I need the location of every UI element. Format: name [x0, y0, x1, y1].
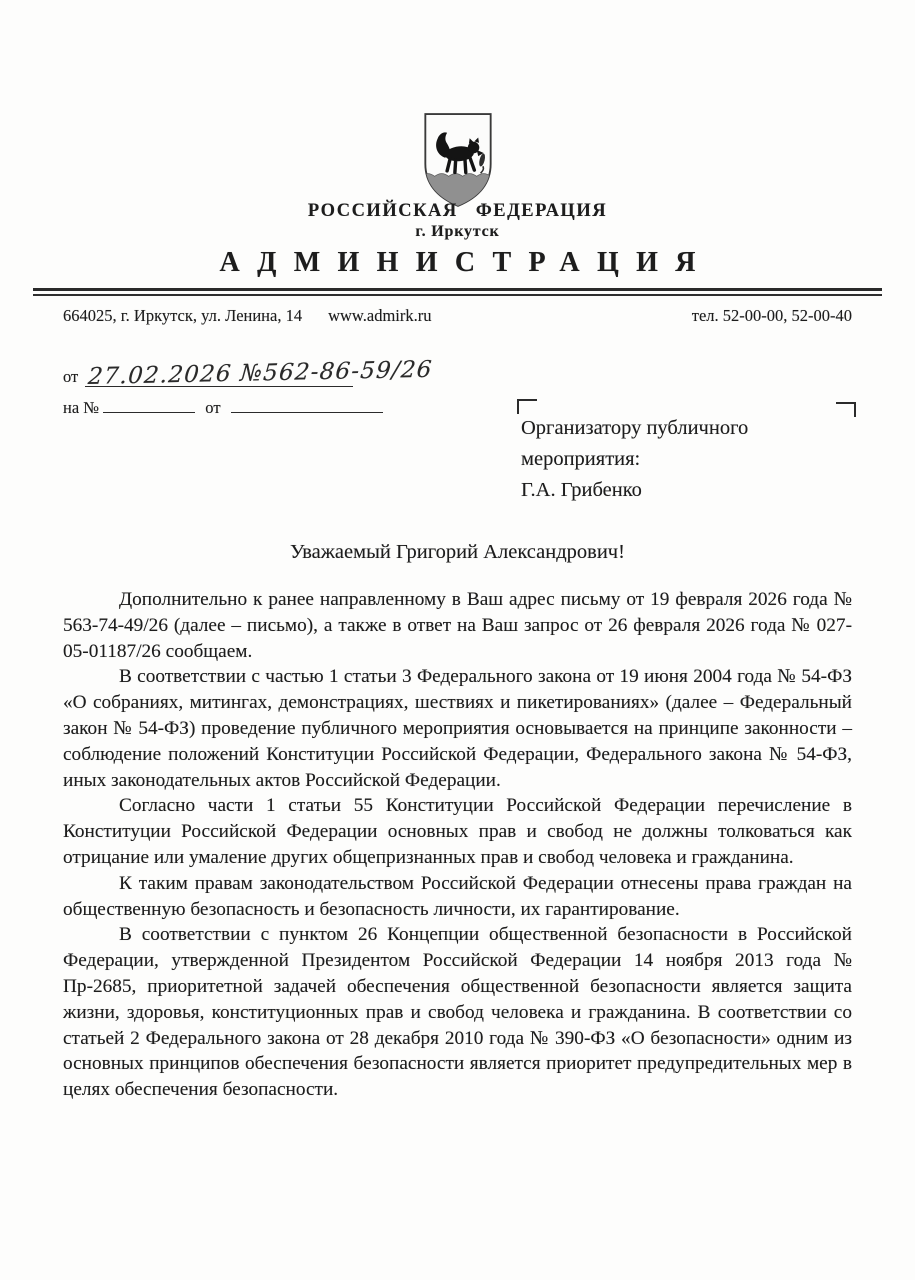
- recipient-line: мероприятия:: [521, 448, 641, 470]
- letter-body: [63, 587, 852, 1103]
- outgoing-ref-underline: [85, 356, 434, 390]
- outgoing-ref-line: [63, 356, 434, 390]
- salutation: Уважаемый Григорий Александрович!: [290, 541, 625, 563]
- body-paragraph: Согласно части 1 статьи 55 Конституции Российской Федерации перечисление в Конституции Российской Федерации основных прав и свобод не должны толковаться как отрицание или умаление других общепризнанных прав и свобод человека и гражданина.: [63, 795, 852, 868]
- recipient-line: Г.А. Грибенко: [521, 479, 642, 501]
- body-paragraph: К таким правам законодательством Российской Федерации отнесены права граждан на общественную безопасность и безопасность личности, их гарантирование.: [63, 872, 852, 920]
- address-corner-mark-left: [517, 399, 537, 414]
- reply-number-label: на №: [63, 398, 100, 417]
- org-title-text: АДМИНИСТРАЦИЯ: [219, 247, 713, 278]
- reply-date-blank: [231, 398, 383, 413]
- reply-date-label: от: [205, 398, 221, 417]
- website: www.admirk.ru: [328, 306, 432, 325]
- body-paragraph: В соответствии с частью 1 статьи 3 Федерального закона от 19 июня 2004 года № 54-ФЗ «О собраниях, митингах, демонстрациях, шествиях и пикетированиях» (далее – Федеральный закон № 54-ФЗ) проведение публичного мероприятия основывается на принципе законности – соблюдение положений Конституции Российской Федерации, Федерального закона № 54-ФЗ, иных законодательных актов Российской Федерации.: [63, 666, 852, 791]
- letterhead-divider: [33, 288, 882, 296]
- letterhead-org-title: [0, 247, 915, 279]
- address-corner-mark-right: [836, 402, 856, 417]
- body-paragraph: В соответствии с пунктом 26 Концепции общественной безопасности в Российской Федерации, утвержденной Президентом Российской Федерации 14 ноября 2013 года № Пр-2685, приоритетной задачей обеспечения общественной безопасности является защита жизни, здоровья, конституционных прав и свобод человека и гражданина. В соответствии со статьей 2 Федерального закона от 28 декабря 2010 года № 390-ФЗ «О безопасности» одним из основных принципов обеспечения безопасности является приоритет предупредительных мер в целях обеспечения безопасности.: [63, 924, 852, 1101]
- recipient-line: Организатору публичного: [521, 417, 749, 439]
- reply-ref-line: [63, 398, 383, 418]
- handwritten-date-number: 27.02.2026 №562-86-59/26: [87, 356, 434, 390]
- postal-address: 664025, г. Иркутск, ул. Ленина, 14: [63, 306, 303, 325]
- body-paragraph: Дополнительно к ранее направленному в Ваш адрес письму от 19 февраля 2026 года № 563-74-49/26 (далее – письмо), а также в ответ на Ваш запрос от 26 февраля 2026 года № 027-05-01187/26 сообщаем.: [63, 589, 852, 662]
- recipient-block: [521, 413, 831, 506]
- irkutsk-coat-of-arms-icon: [419, 111, 497, 209]
- letterhead-country: РОССИЙСКАЯ ФЕДЕРАЦИЯ: [307, 201, 608, 221]
- phone-numbers: тел. 52-00-00, 52-00-40: [691, 306, 852, 325]
- letterhead-city: г. Иркутск: [415, 223, 500, 240]
- from-label: от: [63, 367, 79, 386]
- reply-number-blank: [103, 398, 195, 413]
- contact-row: [63, 306, 852, 326]
